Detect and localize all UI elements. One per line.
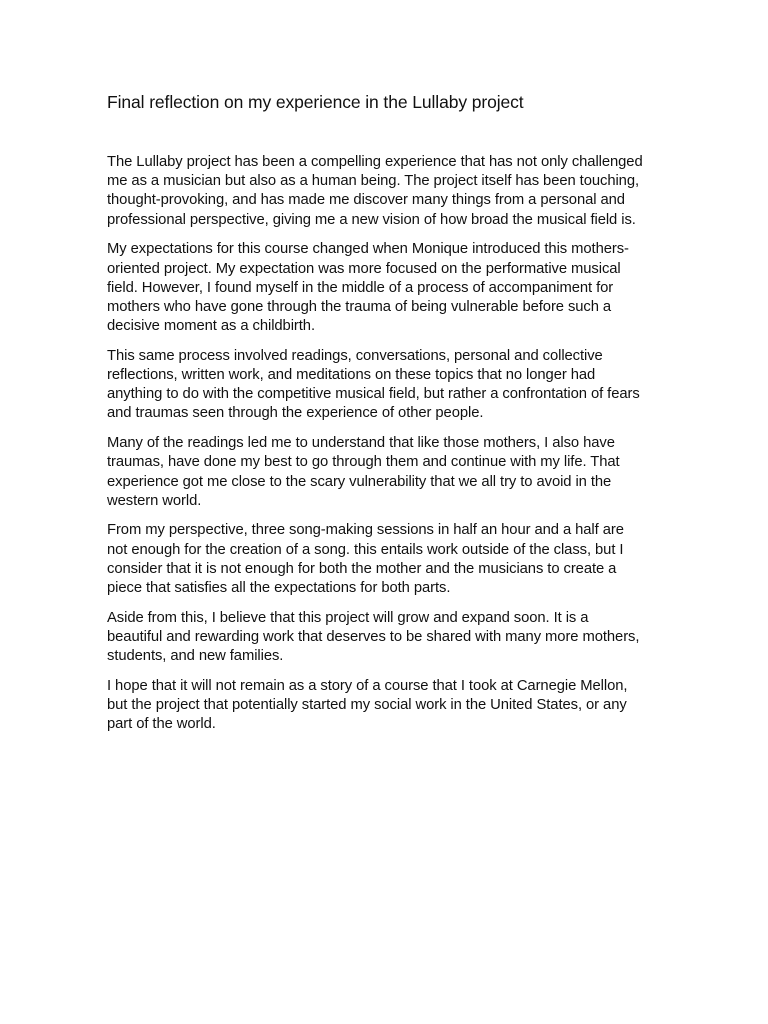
document-title: Final reflection on my experience in the Lullaby project (107, 92, 524, 112)
text-line: My expectations for this course changed when Monique introduced this mothers- (107, 241, 629, 258)
text-line: not enough for the creation of a song. this entails work outside of the class, but I (107, 541, 624, 558)
text-line: field. However, I found myself in the middle of a process of accompaniment for (107, 279, 614, 296)
text-line: I hope that it will not remain as a story of a course that I took at Carnegie Mellon, (107, 677, 628, 694)
text-line: traumas, have done my best to go through them and continue with my life. That (107, 454, 620, 471)
text-line: consider that it is not enough for both the mother and the musicians to create a (107, 560, 617, 577)
text-line: piece that satisfies all the expectations for both parts. (107, 580, 451, 597)
text-line: but the project that potentially started my social work in the United States, or any (107, 697, 627, 714)
paragraph-7 (107, 677, 663, 735)
text-line: me as a musician but also as a human being. The project itself has been touching, (107, 173, 640, 190)
text-line: reflections, written work, and meditations on these topics that no longer had (107, 367, 596, 384)
paragraph-4 (107, 434, 663, 511)
text-line: thought-provoking, and has made me discover many things from a personal and (107, 192, 625, 209)
text-line: oriented project. My expectation was more focused on the performative musical (107, 260, 621, 277)
text-line: western world. (107, 492, 202, 509)
text-line: experience got me close to the scary vulnerability that we all try to avoid in the (107, 473, 612, 490)
document-body (107, 153, 663, 745)
text-line: decisive moment as a childbirth. (107, 318, 315, 335)
text-line: Aside from this, I believe that this project will grow and expand soon. It is a (107, 609, 589, 626)
text-line: The Lullaby project has been a compelling experience that has not only challenged (107, 154, 643, 170)
text-line: mothers who have gone through the trauma of being vulnerable before such a (107, 298, 612, 315)
text-line: Many of the readings led me to understand that like those mothers, I also have (107, 435, 615, 452)
paragraph-3 (107, 347, 663, 424)
text-line: anything to do with the competitive musical field, but rather a confrontation of fears (107, 386, 640, 403)
paragraph-6 (107, 609, 663, 667)
text-line: part of the world. (107, 716, 216, 733)
paragraph-2 (107, 240, 663, 336)
text-line: students, and new families. (107, 648, 284, 665)
text-line: From my perspective, three song-making sessions in half an hour and a half are (107, 522, 624, 539)
text-line: and traumas seen through the experience of other people. (107, 405, 484, 422)
text-line: professional perspective, giving me a new vision of how broad the musical field is. (107, 211, 636, 228)
text-line: This same process involved readings, conversations, personal and collective (107, 347, 603, 364)
paragraph-1 (107, 153, 663, 230)
text-line: beautiful and rewarding work that deserves to be shared with many more mothers, (107, 628, 640, 645)
paragraph-5 (107, 521, 663, 598)
